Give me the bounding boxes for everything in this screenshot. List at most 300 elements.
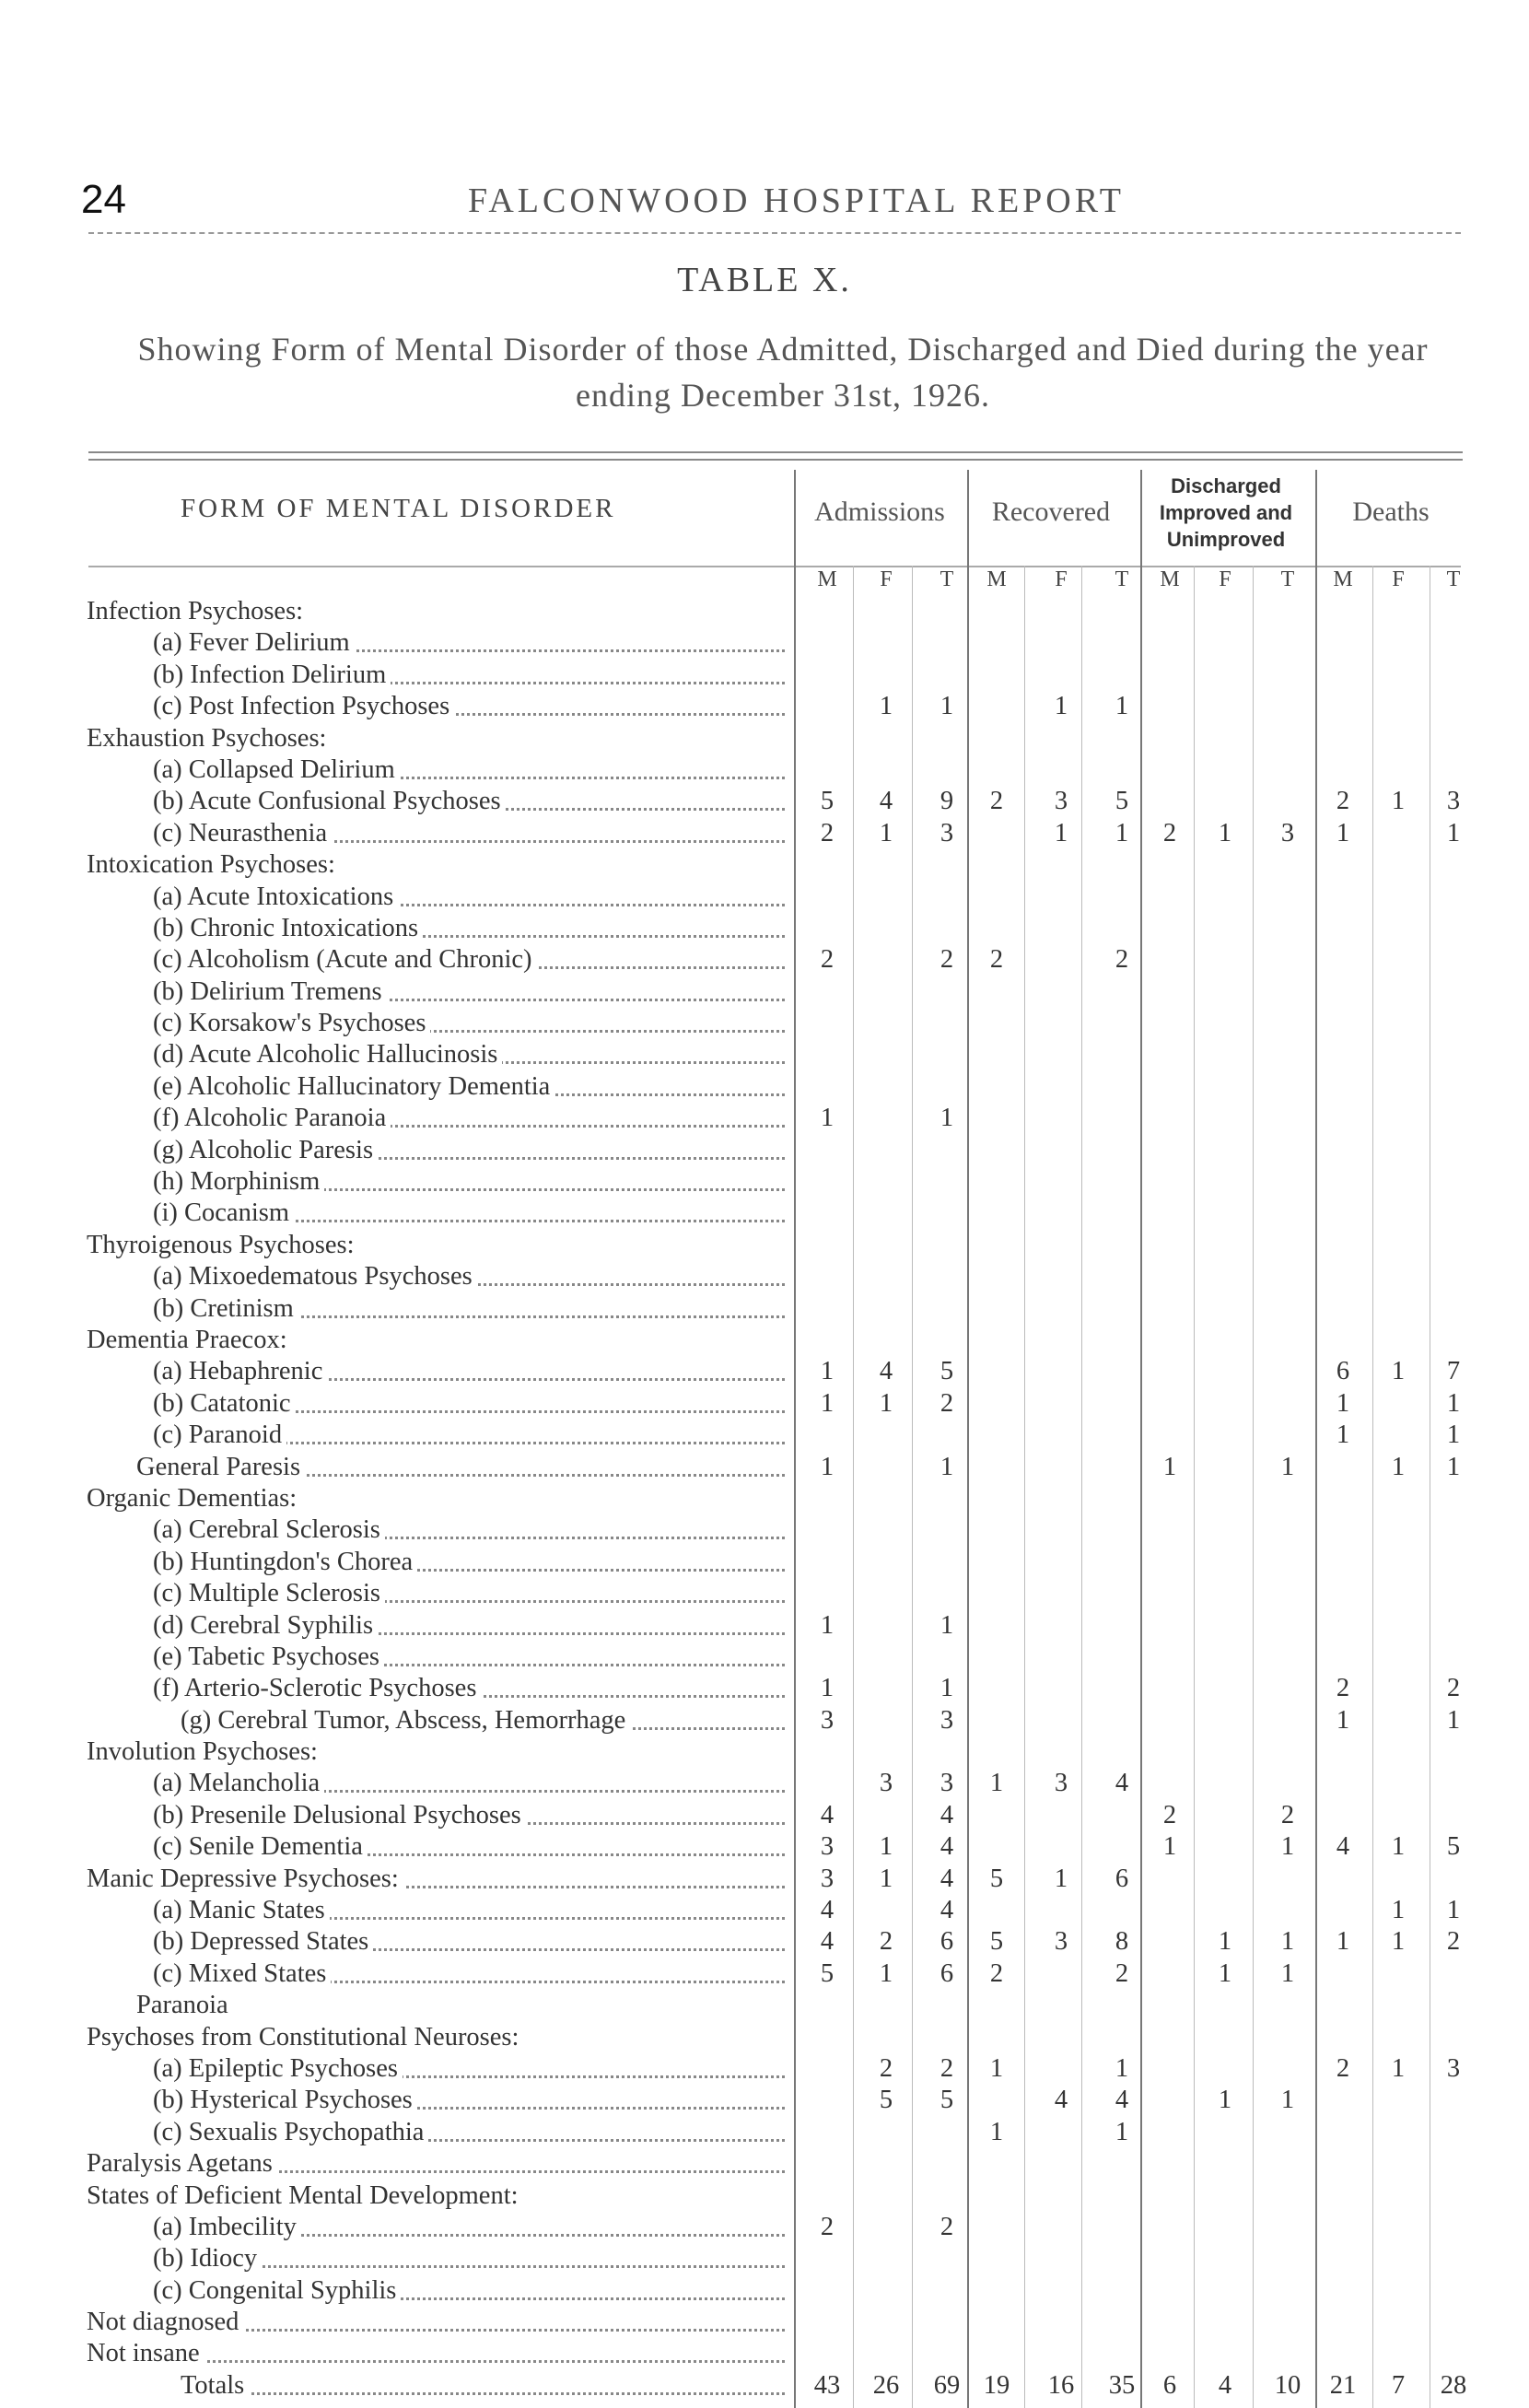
row-label: (b) Acute Confusional Psychoses [79, 787, 506, 816]
value-cell: 1 [1336, 818, 1350, 847]
row-label-cell [79, 1484, 785, 1515]
table-row [79, 2181, 1468, 2213]
row-label: (a) Manic States [79, 1896, 330, 1925]
sub-heading-5: T [1115, 567, 1129, 591]
value-cell: 1 [1336, 1705, 1350, 1735]
row-label-cell [79, 1453, 785, 1484]
value-cell: 5 [940, 2086, 954, 2115]
row-label-cell [79, 819, 785, 850]
row-label: (a) Imbecility [79, 2213, 301, 2242]
value-cell: 6 [1162, 2370, 1177, 2400]
value-cell: 2 [1162, 1800, 1177, 1829]
value-cell: 2 [1115, 945, 1129, 975]
table-row [79, 2371, 1468, 2402]
row-label: (a) Hebaphrenic [79, 1357, 327, 1386]
table-row [79, 1927, 1468, 1958]
column-rule [1081, 566, 1082, 2408]
sub-heading-9: M [1333, 567, 1353, 591]
row-label-cell [79, 977, 785, 1009]
row-label-cell [79, 724, 785, 755]
value-cell: 1 [1162, 1452, 1177, 1481]
table-row [79, 1198, 1468, 1230]
value-cell: 4 [820, 1927, 835, 1957]
value-cell: 1 [1054, 692, 1068, 721]
row-label: (b) Catatonic [79, 1389, 296, 1419]
column-rule [1140, 470, 1142, 2408]
value-cell: 3 [820, 1864, 835, 1893]
table-row [79, 724, 1468, 755]
value-cell: 1 [1280, 1927, 1295, 1957]
row-label-cell [79, 2086, 785, 2117]
deaths-heading: Deaths [1352, 497, 1430, 527]
value-cell: 5 [820, 787, 835, 816]
row-label: (a) Fever Delirium [79, 628, 355, 658]
row-label: Paralysis Agetans [79, 2149, 277, 2179]
value-cell: 1 [1391, 2053, 1406, 2083]
discharged-heading: Discharged Improved and Unimproved [1159, 473, 1293, 551]
value-cell: 1 [1336, 1420, 1350, 1450]
row-label: (a) Mixoedematous Psychoses [79, 1262, 477, 1292]
row-label-cell [79, 2244, 785, 2275]
value-cell: 21 [1329, 2370, 1357, 2400]
row-label: (b) Cretinism [79, 1294, 298, 1324]
row-label-cell [79, 1769, 785, 1800]
value-cell: 19 [983, 2370, 1010, 2400]
row-label-cell [79, 1104, 785, 1135]
table-row [79, 1389, 1468, 1420]
table-title: TABLE X. [677, 261, 852, 299]
row-label-cell [79, 1864, 785, 1896]
sub-heading-11: T [1446, 567, 1461, 591]
table-row [79, 1991, 1468, 2022]
row-label-cell [79, 2118, 785, 2149]
table-row [79, 2276, 1468, 2308]
row-label-cell [79, 1040, 785, 1071]
table-row [79, 1579, 1468, 1610]
value-cell: 4 [820, 1896, 835, 1925]
row-label: (a) Melancholia [79, 1769, 324, 1798]
value-cell: 2 [989, 1958, 1004, 1988]
value-cell: 3 [820, 1832, 835, 1862]
row-label-cell [79, 1927, 785, 1958]
value-cell: 16 [1047, 2370, 1075, 2400]
table-row [79, 2213, 1468, 2244]
value-cell: 1 [1280, 1452, 1295, 1481]
row-label-cell [79, 1611, 785, 1642]
value-cell: 1 [989, 1769, 1004, 1798]
row-label-cell [79, 2339, 785, 2370]
table-row [79, 1072, 1468, 1104]
value-cell: 1 [1218, 1927, 1232, 1957]
value-cell: 1 [1280, 2086, 1295, 2115]
value-cell: 4 [879, 787, 893, 816]
row-label-cell [79, 1674, 785, 1705]
row-label-cell [79, 1991, 785, 2022]
row-label: (c) Multiple Sclerosis [79, 1579, 385, 1608]
row-label-cell [79, 2181, 785, 2213]
value-cell: 3 [940, 1769, 954, 1798]
value-cell: 1 [879, 1958, 893, 1988]
table-row [79, 2023, 1468, 2054]
table-row [79, 1326, 1468, 1357]
value-cell: 69 [933, 2370, 961, 2400]
sub-heading-7: F [1219, 567, 1231, 591]
row-label: Totals [79, 2371, 249, 2401]
recovered-heading: Recovered [991, 497, 1111, 527]
value-cell: 2 [1446, 1674, 1461, 1703]
value-cell: 5 [989, 1864, 1004, 1893]
value-cell: 1 [1218, 2086, 1232, 2115]
table-row [79, 1009, 1468, 1040]
row-label: (c) Neurasthenia [79, 819, 332, 848]
row-label: (i) Cocanism [79, 1198, 294, 1228]
row-label: (a) Cerebral Sclerosis [79, 1515, 385, 1545]
table-row [79, 2118, 1468, 2149]
value-cell: 2 [940, 2212, 954, 2241]
sub-heading-8: T [1280, 567, 1295, 591]
value-cell: 8 [1115, 1927, 1129, 1957]
value-cell: 6 [1336, 1357, 1350, 1386]
row-label: Not diagnosed [79, 2308, 243, 2337]
row-label: (b) Idiocy [79, 2244, 262, 2274]
table-row [79, 2054, 1468, 2086]
table-body [79, 597, 1468, 2402]
table-subtitle: Showing Form of Mental Disorder of those Admitted, Discharged and Died during the year ending December 31st, 1926. [137, 331, 1429, 414]
row-label: (b) Hysterical Psychoses [79, 2086, 417, 2115]
sub-heading-1: F [880, 567, 893, 591]
row-label-cell [79, 1231, 785, 1262]
table-row [79, 1864, 1468, 1896]
value-cell: 1 [940, 1674, 954, 1703]
table-row [79, 1548, 1468, 1579]
value-cell: 4 [940, 1896, 954, 1925]
value-cell: 2 [940, 945, 954, 975]
value-cell: 3 [1054, 787, 1068, 816]
row-label-cell [79, 2023, 785, 2054]
value-cell: 28 [1440, 2370, 1467, 2400]
value-cell: 3 [1280, 818, 1295, 847]
form-of-disorder-heading: FORM OF MENTAL DISORDER [181, 494, 616, 523]
value-cell: 43 [813, 2370, 841, 2400]
row-label-cell [79, 2276, 785, 2308]
column-rule [853, 566, 854, 2408]
row-label: (c) Congenital Syphilis [79, 2276, 401, 2306]
row-label-cell [79, 1959, 785, 1991]
value-cell: 2 [940, 2053, 954, 2083]
row-label: Manic Depressive Psychoses: [79, 1864, 403, 1894]
table-row [79, 1706, 1468, 1737]
value-cell: 5 [820, 1958, 835, 1988]
table-row [79, 2308, 1468, 2339]
table-row [79, 2149, 1468, 2180]
value-cell: 2 [1115, 1958, 1129, 1988]
table-row [79, 660, 1468, 692]
table-row [79, 850, 1468, 882]
row-label: (b) Infection Delirium [79, 660, 391, 690]
row-label-cell [79, 1072, 785, 1104]
row-label: (c) Mixed States [79, 1959, 331, 1989]
table-row [79, 597, 1468, 628]
row-label: (b) Depressed States [79, 1927, 373, 1957]
value-cell: 4 [820, 1800, 835, 1829]
row-label-cell [79, 883, 785, 914]
value-cell: 5 [989, 1927, 1004, 1957]
row-label-cell [79, 1579, 785, 1610]
row-label: (d) Cerebral Syphilis [79, 1611, 378, 1641]
value-cell: 2 [940, 1388, 954, 1418]
column-rule [794, 470, 796, 2408]
row-label: (a) Acute Intoxications [79, 883, 398, 912]
sub-header-row [79, 564, 1468, 597]
row-label: (a) Collapsed Delirium [79, 755, 400, 785]
sub-heading-2: T [940, 567, 954, 591]
table-row [79, 787, 1468, 818]
sub-heading-0: M [817, 567, 837, 591]
value-cell: 1 [1446, 1896, 1461, 1925]
value-cell: 1 [1446, 1388, 1461, 1418]
value-cell: 2 [879, 2053, 893, 2083]
row-label-cell [79, 1357, 785, 1388]
row-label-cell [79, 850, 785, 882]
table-row [79, 1642, 1468, 1674]
value-cell: 1 [989, 2053, 1004, 2083]
row-label-cell [79, 1167, 785, 1198]
row-label-cell [79, 2213, 785, 2244]
value-cell: 1 [879, 1832, 893, 1862]
value-cell: 1 [1054, 1864, 1068, 1893]
row-label-cell [79, 1326, 785, 1357]
table-row [79, 1832, 1468, 1864]
value-cell: 3 [820, 1705, 835, 1735]
row-label: (b) Huntingdon's Chorea [79, 1548, 417, 1577]
value-cell: 2 [879, 1927, 893, 1957]
value-cell: 2 [1162, 818, 1177, 847]
value-cell: 6 [940, 1958, 954, 1988]
row-label: States of Deficient Mental Development: [87, 2180, 519, 2210]
table-row [79, 1357, 1468, 1388]
header-rule [88, 232, 1461, 234]
value-cell: 10 [1274, 2370, 1301, 2400]
sub-heading-10: F [1392, 567, 1405, 591]
row-label: (g) Cerebral Tumor, Abscess, Hemorrhage [79, 1706, 630, 1736]
column-rule [1372, 566, 1373, 2408]
row-label: Infection Psychoses: [87, 597, 304, 625]
value-cell: 3 [940, 1705, 954, 1735]
table-row [79, 1040, 1468, 1071]
table-row [79, 2244, 1468, 2275]
row-label-cell [79, 2149, 785, 2180]
value-cell: 2 [1336, 787, 1350, 816]
value-cell: 1 [1280, 1832, 1295, 1862]
value-cell: 5 [1446, 1832, 1461, 1862]
value-cell: 7 [1391, 2370, 1406, 2400]
row-label-cell [79, 1262, 785, 1293]
value-cell: 1 [1446, 1705, 1461, 1735]
table-row [79, 1136, 1468, 1167]
table-row [79, 1611, 1468, 1642]
value-cell: 1 [1218, 818, 1232, 847]
value-cell: 4 [1336, 1832, 1350, 1862]
table-row [79, 755, 1468, 787]
value-cell: 1 [820, 1104, 835, 1133]
value-cell: 7 [1446, 1357, 1461, 1386]
table-row [79, 1262, 1468, 1293]
value-cell: 1 [820, 1388, 835, 1418]
value-cell: 1 [1115, 692, 1129, 721]
value-cell: 1 [940, 1452, 954, 1481]
row-label: (c) Alcoholism (Acute and Chronic) [79, 945, 537, 975]
value-cell: 9 [940, 787, 954, 816]
row-label: Exhaustion Psychoses: [87, 723, 327, 753]
row-label: (e) Tabetic Psychoses [79, 1642, 384, 1672]
value-cell: 1 [1391, 1927, 1406, 1957]
sub-heading-4: F [1055, 567, 1068, 591]
row-label-cell [79, 1832, 785, 1864]
value-cell: 1 [879, 818, 893, 847]
row-label: Thyroigenous Psychoses: [87, 1230, 355, 1259]
table-row [79, 914, 1468, 945]
row-label-cell [79, 1294, 785, 1326]
value-cell: 4 [940, 1864, 954, 1893]
row-label: (b) Presenile Delusional Psychoses [79, 1801, 526, 1830]
value-cell: 1 [1336, 1388, 1350, 1418]
value-cell: 4 [1218, 2370, 1232, 2400]
row-label: (b) Delirium Tremens [79, 977, 387, 1007]
column-rule [1194, 566, 1195, 2408]
value-cell: 1 [820, 1674, 835, 1703]
value-cell: 4 [940, 1800, 954, 1829]
column-rule [1253, 566, 1254, 2408]
table-row [79, 2339, 1468, 2370]
value-cell: 1 [1115, 818, 1129, 847]
value-cell: 1 [1391, 787, 1406, 816]
row-label-cell [79, 1420, 785, 1452]
value-cell: 2 [820, 945, 835, 975]
row-label-cell [79, 2054, 785, 2086]
value-cell: 1 [940, 692, 954, 721]
row-label: (c) Post Infection Psychoses [79, 692, 454, 721]
row-label: (e) Alcoholic Hallucinatory Dementia [79, 1072, 554, 1102]
value-cell: 2 [820, 818, 835, 847]
table-row [79, 1515, 1468, 1547]
row-label-cell [79, 692, 785, 723]
row-label: (b) Chronic Intoxications [79, 914, 423, 943]
value-cell: 1 [820, 1452, 835, 1481]
table-row [79, 1737, 1468, 1769]
table-row [79, 1674, 1468, 1705]
table-row [79, 2086, 1468, 2117]
running-title: FALCONWOOD HOSPITAL REPORT [468, 181, 1126, 220]
table-row [79, 1104, 1468, 1135]
value-cell: 4 [940, 1832, 954, 1862]
value-cell: 2 [989, 787, 1004, 816]
table-row [79, 1801, 1468, 1832]
value-cell: 26 [872, 2370, 900, 2400]
row-label: Psychoses from Constitutional Neuroses: [87, 2022, 519, 2051]
sub-heading-6: M [1160, 567, 1180, 591]
value-cell: 1 [989, 2117, 1004, 2146]
value-cell: 1 [940, 1610, 954, 1640]
row-label: (f) Arterio-Sclerotic Psychoses [79, 1674, 481, 1703]
row-label: (c) Korsakow's Psychoses [79, 1009, 430, 1038]
table-row [79, 1231, 1468, 1262]
column-rule [967, 470, 969, 2408]
table-row [79, 1896, 1468, 1927]
row-label: General Paresis [79, 1453, 305, 1482]
row-label: Intoxication Psychoses: [87, 850, 335, 880]
page-header [81, 177, 1463, 232]
value-cell: 1 [1391, 1832, 1406, 1862]
row-label-cell [79, 1136, 785, 1167]
value-cell: 2 [1280, 1800, 1295, 1829]
value-cell: 1 [1280, 1958, 1295, 1988]
row-label: (f) Alcoholic Paranoia [79, 1104, 391, 1133]
value-cell: 2 [989, 945, 1004, 975]
table-row [79, 819, 1468, 850]
table-row [79, 883, 1468, 914]
value-cell: 4 [879, 1357, 893, 1386]
table-row [79, 1769, 1468, 1800]
value-cell: 1 [879, 1864, 893, 1893]
value-cell: 1 [1115, 2053, 1129, 2083]
row-label: (c) Paranoid [79, 1420, 286, 1450]
table-row [79, 1959, 1468, 1991]
value-cell: 1 [1446, 818, 1461, 847]
row-label: (c) Senile Dementia [79, 1832, 368, 1862]
value-cell: 2 [1336, 1674, 1350, 1703]
value-cell: 35 [1108, 2370, 1136, 2400]
table-row [79, 1420, 1468, 1452]
value-cell: 3 [1054, 1769, 1068, 1798]
value-cell: 3 [1446, 2053, 1461, 2083]
row-label-cell [79, 1737, 785, 1769]
row-label-cell [79, 787, 785, 818]
value-cell: 1 [820, 1610, 835, 1640]
table-row [79, 628, 1468, 660]
row-label-cell [79, 945, 785, 976]
row-label-cell [79, 1801, 785, 1832]
row-label-cell [79, 1389, 785, 1420]
value-cell: 1 [1446, 1452, 1461, 1481]
value-cell: 4 [1115, 2086, 1129, 2115]
row-label-cell [79, 1548, 785, 1579]
row-label-cell [79, 1896, 785, 1927]
column-rule [1024, 566, 1025, 2408]
value-cell: 1 [1446, 1420, 1461, 1450]
row-label: Organic Dementias: [87, 1483, 298, 1513]
value-cell: 1 [1391, 1452, 1406, 1481]
value-cell: 6 [940, 1927, 954, 1957]
value-cell: 1 [940, 1104, 954, 1133]
value-cell: 5 [879, 2086, 893, 2115]
value-cell: 1 [1218, 1958, 1232, 1988]
value-cell: 2 [820, 2212, 835, 2241]
value-cell: 4 [1115, 1769, 1129, 1798]
row-label-cell [79, 597, 785, 628]
page-number: 24 [81, 177, 126, 222]
row-label: Dementia Praecox: [87, 1325, 287, 1354]
value-cell: 1 [1115, 2117, 1129, 2146]
value-cell: 1 [1336, 1927, 1350, 1957]
table-row [79, 977, 1468, 1009]
row-label-cell [79, 2308, 785, 2339]
value-cell: 1 [1391, 1896, 1406, 1925]
value-cell: 1 [820, 1357, 835, 1386]
row-label-cell [79, 1009, 785, 1040]
row-label-cell [79, 914, 785, 945]
row-label: Not insane [79, 2339, 204, 2368]
value-cell: 1 [1391, 1357, 1406, 1386]
